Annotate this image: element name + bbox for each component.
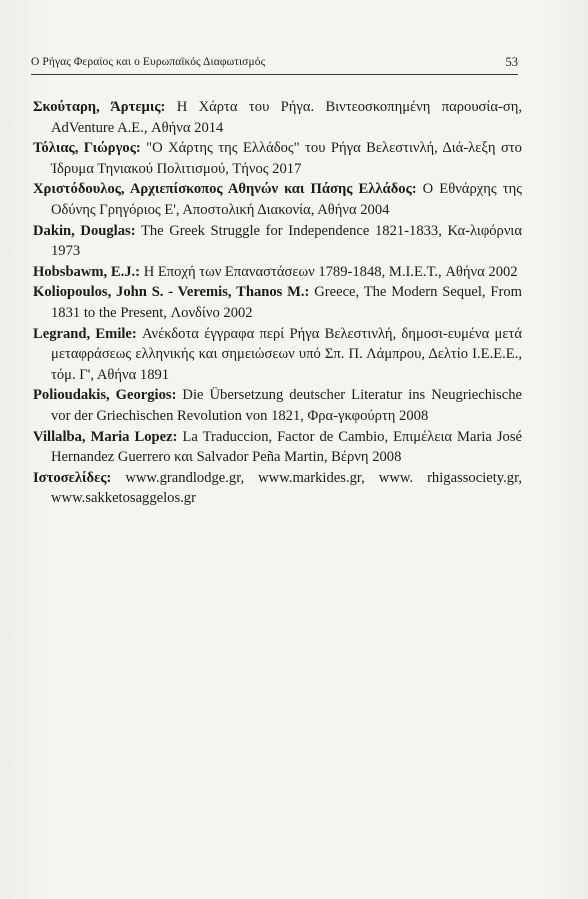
entry-text: "Ο Χάρτης της Ελλάδος" του Ρήγα Βελεστινλή, Διά-λεξη στο Ίδρυμα Τηνιακού Πολιτισμού, Τήνος 2017 — [51, 140, 522, 177]
entry-author: Ιστοσελίδες: — [33, 469, 112, 486]
bibliography-entry — [33, 385, 522, 426]
entry-text: Ανέκδοτα έγγραφα περί Ρήγα Βελεστινλή, δημοσι-ευμένα μετά μεταφράσεως ελληνικής και σημειώσεων υπό Σπ. Π. Λάμπρου, Δελτίο Ι.Ε.Ε.Ε., τόμ. Γ', Αθήνα 1891 — [51, 325, 522, 383]
entry-text: Η Εποχή των Επαναστάσεων 1789-1848, M.I.E.T., Αθήνα 2002 — [140, 263, 518, 280]
entry-author: Koliopoulos, John S. - Veremis, Thanos M.: — [33, 284, 310, 301]
entry-text: Die Übersetzung deutscher Literatur ins Neugriechische vor der Griechischen Revolution von 1821, Φρα-γκφούρτη 2008 — [51, 387, 522, 424]
bibliography-entry — [33, 221, 522, 262]
bibliography-entry — [33, 468, 522, 509]
page-number: 53 — [505, 55, 518, 69]
bibliography-entry — [33, 97, 522, 138]
entry-author: Χριστόδουλος, Αρχιεπίσκοπος Αθηνών και Πάσης Ελλάδος: — [33, 181, 417, 198]
bibliography-entry — [33, 179, 522, 220]
bibliography-entry — [33, 427, 522, 468]
bibliography-entry — [33, 262, 522, 283]
running-header — [31, 54, 518, 75]
entry-text: Η Χάρτα του Ρήγα. Βιντεοσκοπημένη παρουσία-ση, AdVenture A.E., Αθήνα 2014 — [51, 99, 522, 136]
bibliography-list — [33, 97, 522, 509]
running-title: Ο Ρήγας Φεραίος και ο Ευρωπαϊκός Διαφωτισμός — [31, 56, 266, 68]
entry-text: www.grandlodge.gr, www.markides.gr, www. rhigassociety.gr, www.sakketosaggelos.gr — [51, 469, 522, 507]
bibliography-entry — [33, 138, 522, 179]
entry-author: Legrand, Emile: — [33, 325, 137, 342]
bibliography-entry — [33, 324, 522, 386]
entry-author: Σκούταρη, Άρτεμις: — [33, 99, 166, 115]
entry-author: Hobsbawm, E.J.: — [33, 263, 141, 280]
entry-text: The Greek Struggle for Independence 1821-1833, Κα-λιφόρνια 1973 — [51, 222, 523, 260]
entry-author: Τόλιας, Γιώργος: — [33, 140, 141, 157]
entry-text: Greece, The Modern Sequel, From 1831 to the Present, Λονδίνο 2002 — [51, 284, 522, 321]
entry-author: Dakin, Douglas: — [33, 222, 136, 239]
entry-text: La Traduccion, Factor de Cambio, Επιμέλεια Maria José Hernandez Guerrero και Salvador Peña Martin, Βέρνη 2008 — [51, 428, 523, 466]
bibliography-entry — [33, 282, 522, 323]
entry-author: Polioudakis, Georgios: — [33, 387, 177, 404]
entry-author: Villalba, Maria Lopez: — [33, 428, 178, 445]
entry-text: Ο Εθνάρχης της Οδύνης Γρηγόριος Ε', Αποστολική Διακονία, Αθήνα 2004 — [51, 181, 522, 218]
